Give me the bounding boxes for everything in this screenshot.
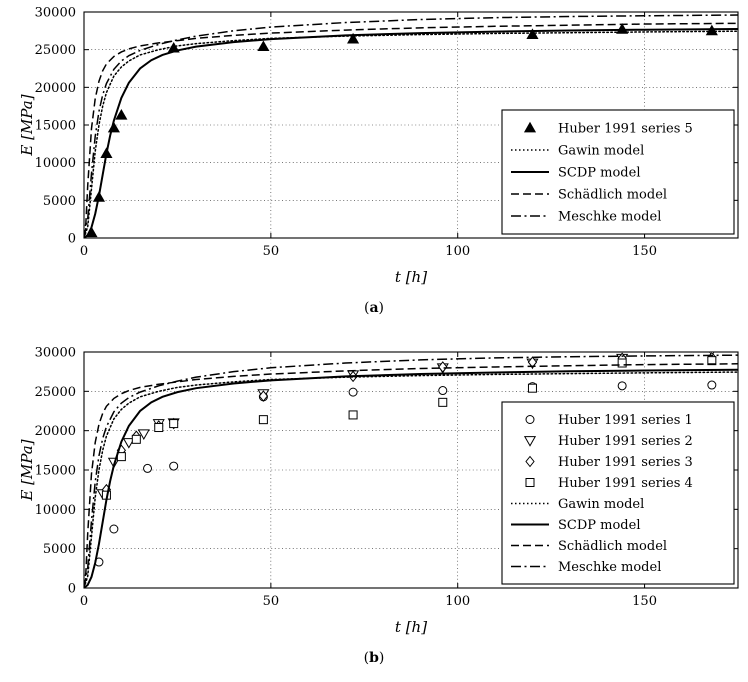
legend-label: SCDP model xyxy=(558,518,641,533)
y-tick-label: 5000 xyxy=(42,193,76,209)
data-point xyxy=(618,382,626,390)
data-point xyxy=(528,384,536,392)
x-tick-label: 100 xyxy=(445,244,471,259)
panel-a-caption: (a) xyxy=(363,300,384,316)
legend-label: SCDP model xyxy=(558,165,641,181)
x-tick-label: 0 xyxy=(79,244,89,259)
y-tick-label: 10000 xyxy=(34,502,76,518)
y-tick-label: 10000 xyxy=(34,156,76,172)
legend-label: Huber 1991 series 4 xyxy=(558,476,693,491)
data-point xyxy=(170,420,178,428)
chart-panel-a xyxy=(0,0,748,330)
data-point xyxy=(155,424,163,432)
legend-label: Schädlich model xyxy=(558,539,668,554)
legend-marker xyxy=(526,479,534,487)
y-tick-label: 20000 xyxy=(34,80,76,96)
legend-marker xyxy=(526,416,534,424)
y-tick-label: 30000 xyxy=(34,345,76,361)
legend-label: Gawin model xyxy=(558,143,645,159)
y-tick-label: 25000 xyxy=(34,43,76,59)
legend-label: Meschke model xyxy=(558,560,662,575)
y-tick-label: 25000 xyxy=(34,384,76,400)
legend-label: Schädlich model xyxy=(558,187,668,203)
x-tick-label: 150 xyxy=(632,244,657,259)
y-tick-label: 30000 xyxy=(34,5,76,21)
data-point xyxy=(349,411,357,419)
y-tick-label: 20000 xyxy=(34,424,76,440)
panel-b-caption-letter: b xyxy=(369,650,379,666)
y-tick-label: 15000 xyxy=(34,463,76,479)
data-point xyxy=(708,381,716,389)
legend-label: Meschke model xyxy=(558,209,662,225)
legend xyxy=(502,402,734,584)
data-point xyxy=(349,388,357,396)
y-tick-label: 15000 xyxy=(34,118,76,134)
y-tick-label: 5000 xyxy=(42,542,76,558)
data-point xyxy=(132,435,140,443)
panel-a-caption-letter: a xyxy=(369,300,379,316)
x-tick-label: 0 xyxy=(79,594,89,609)
plot-area xyxy=(18,346,738,637)
y-axis-label: E [MPa] xyxy=(18,94,36,156)
x-tick-label: 150 xyxy=(632,594,657,609)
x-tick-label: 100 xyxy=(445,594,471,609)
legend-label: Huber 1991 series 3 xyxy=(558,455,693,470)
y-tick-label: 0 xyxy=(67,231,76,247)
chart-panel-b xyxy=(0,340,748,680)
legend-label: Huber 1991 series 1 xyxy=(558,413,693,428)
data-point xyxy=(618,359,626,367)
legend-label: Gawin model xyxy=(558,497,645,512)
legend-label: Huber 1991 series 5 xyxy=(558,121,693,137)
panel-b-caption: (b) xyxy=(363,650,385,666)
plot-area xyxy=(18,6,738,287)
y-axis-label: E [MPa] xyxy=(18,439,36,501)
data-point xyxy=(258,41,268,50)
x-axis-label: t [h] xyxy=(394,268,428,286)
x-tick-label: 50 xyxy=(262,244,280,259)
data-point xyxy=(439,387,447,395)
chart-b-canvas xyxy=(0,340,748,650)
chart-a-canvas xyxy=(0,0,748,300)
data-point xyxy=(439,398,447,406)
legend xyxy=(502,110,734,234)
data-point xyxy=(259,416,267,424)
data-point xyxy=(170,462,178,470)
data-point xyxy=(110,525,118,533)
x-axis-label: t [h] xyxy=(394,618,428,636)
data-point xyxy=(144,464,152,472)
legend-label: Huber 1991 series 2 xyxy=(558,434,693,449)
y-tick-label: 0 xyxy=(67,581,76,597)
x-tick-label: 50 xyxy=(262,594,280,609)
